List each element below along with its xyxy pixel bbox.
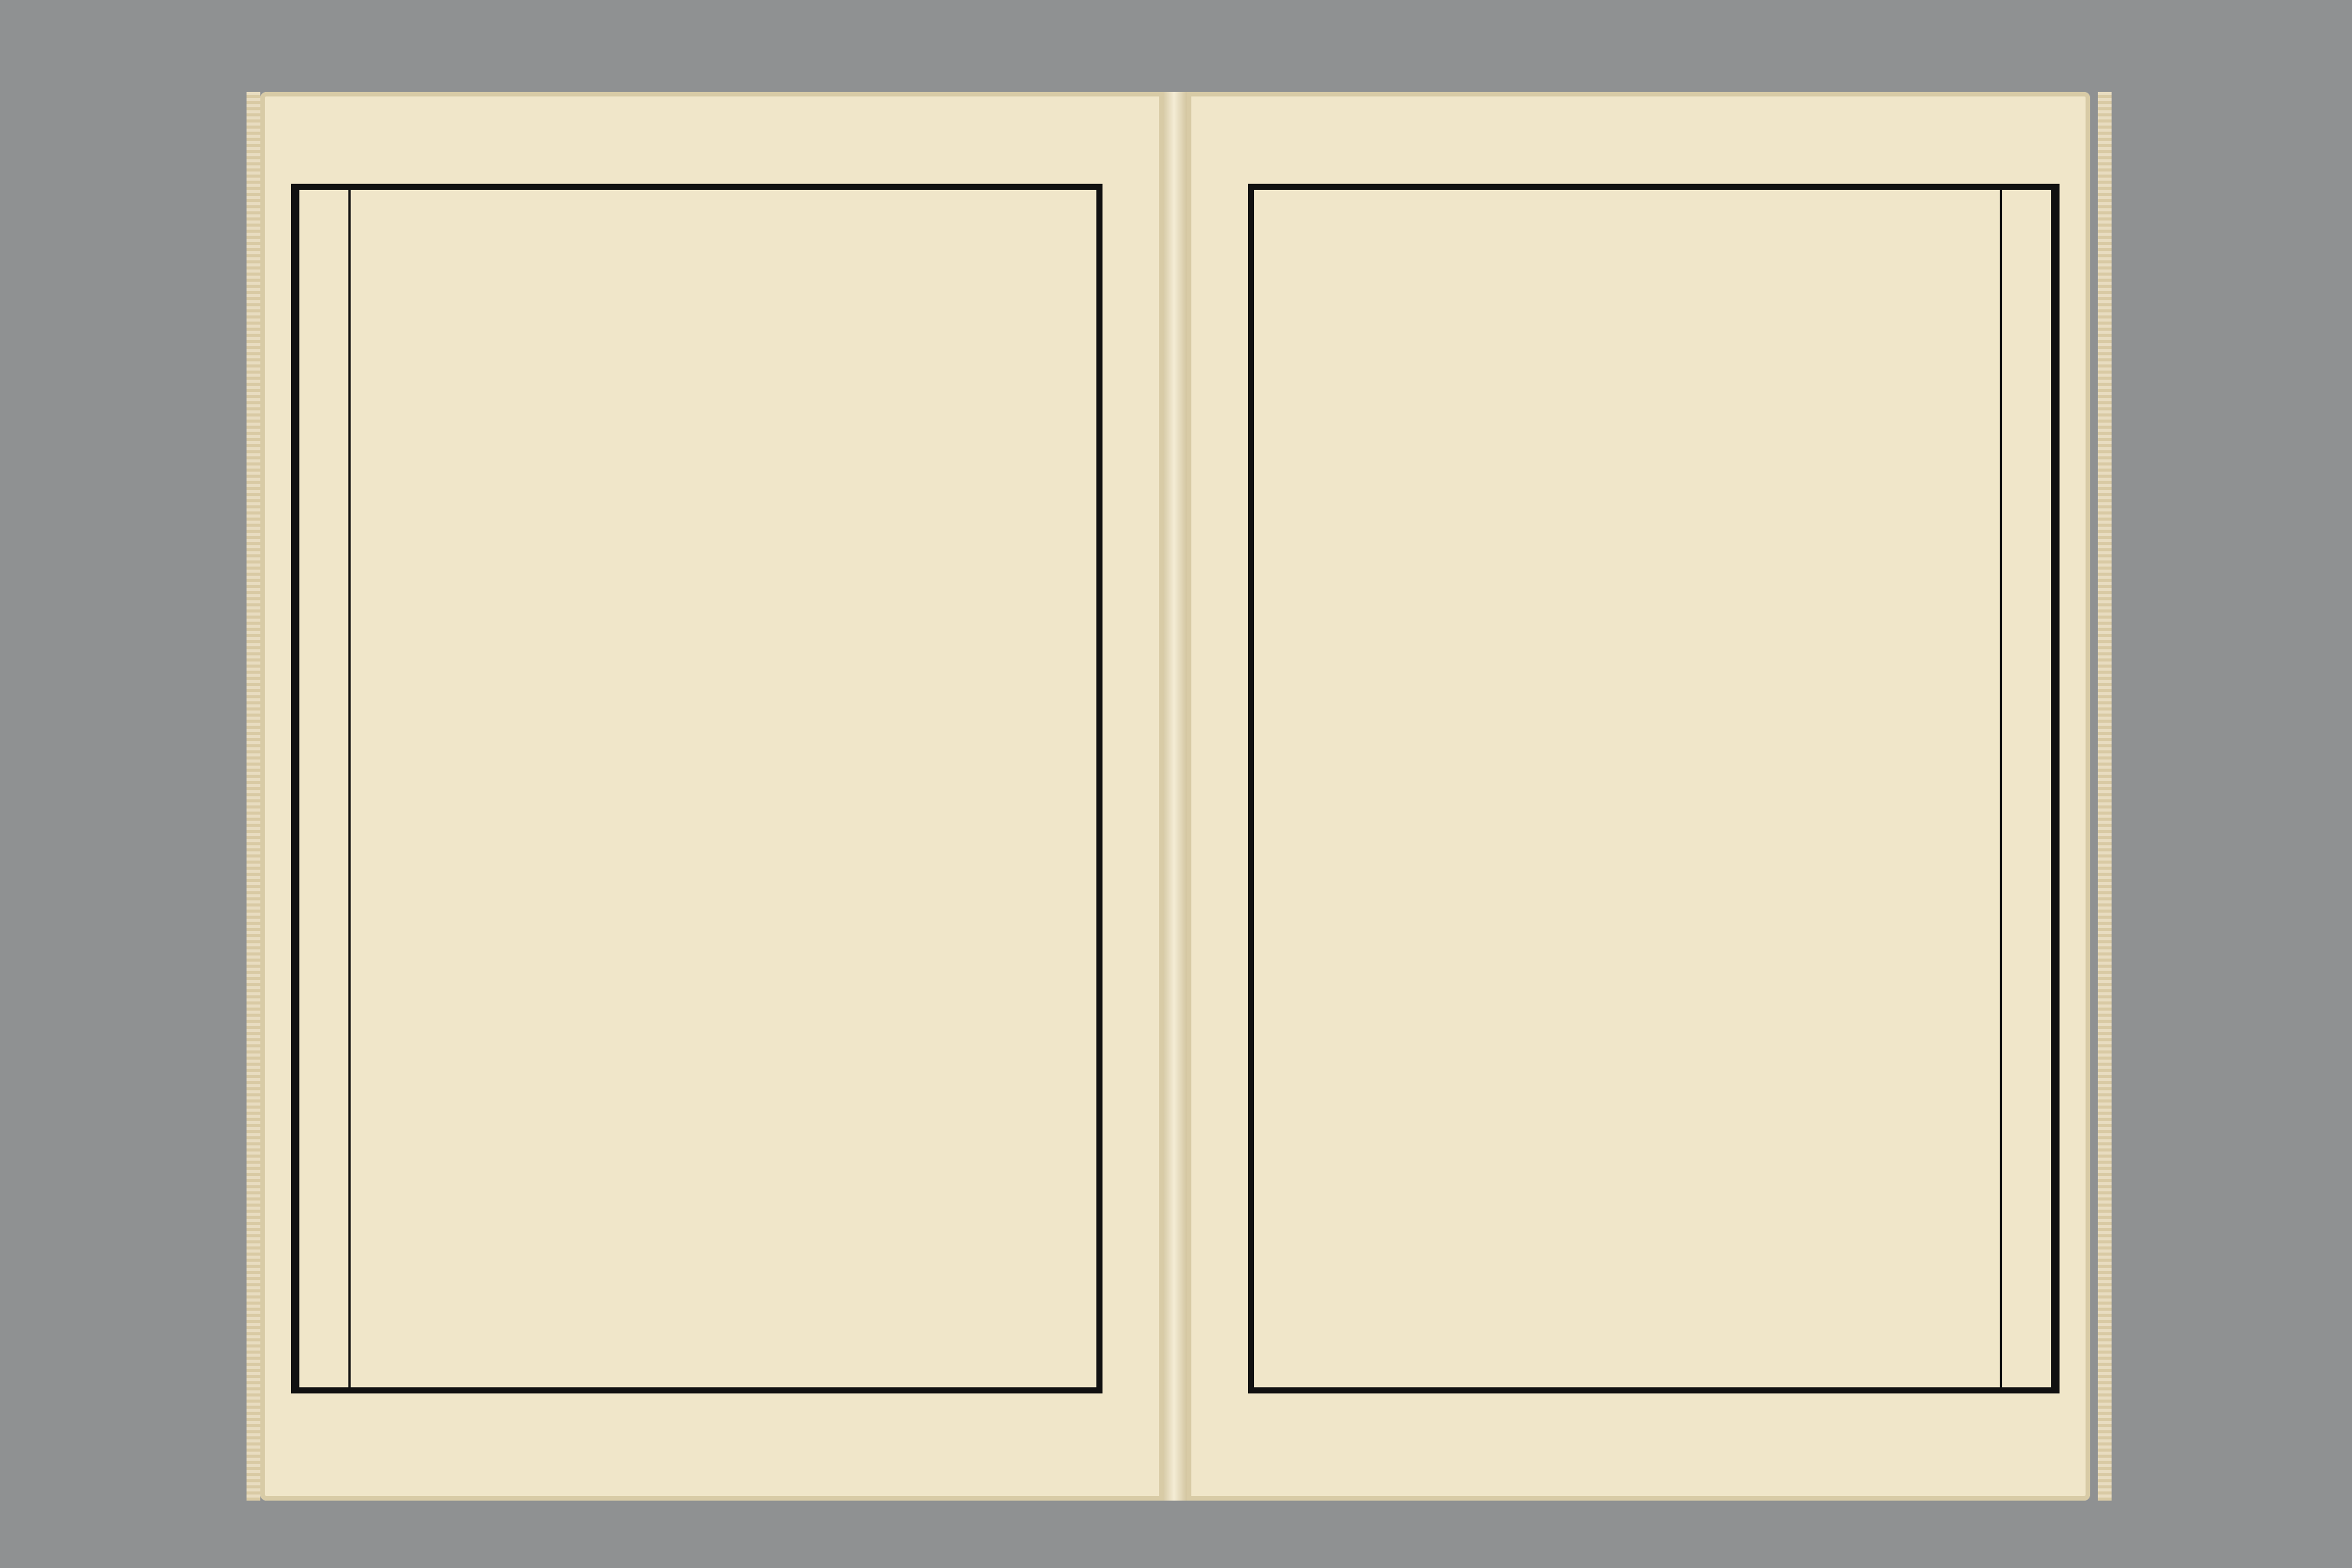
right-page-edge xyxy=(2098,92,2112,1501)
right-page-frame xyxy=(1248,184,2060,1393)
left-page-edge xyxy=(247,92,260,1501)
book-gutter xyxy=(1164,92,1187,1501)
right-page xyxy=(1187,92,2090,1501)
right-page-banner xyxy=(2000,190,2053,1387)
left-page-content xyxy=(363,205,1083,1372)
left-page xyxy=(260,92,1164,1501)
open-book xyxy=(260,92,2098,1501)
right-page-content xyxy=(1268,205,1988,1372)
left-page-banner xyxy=(297,190,351,1387)
left-page-frame xyxy=(291,184,1102,1393)
